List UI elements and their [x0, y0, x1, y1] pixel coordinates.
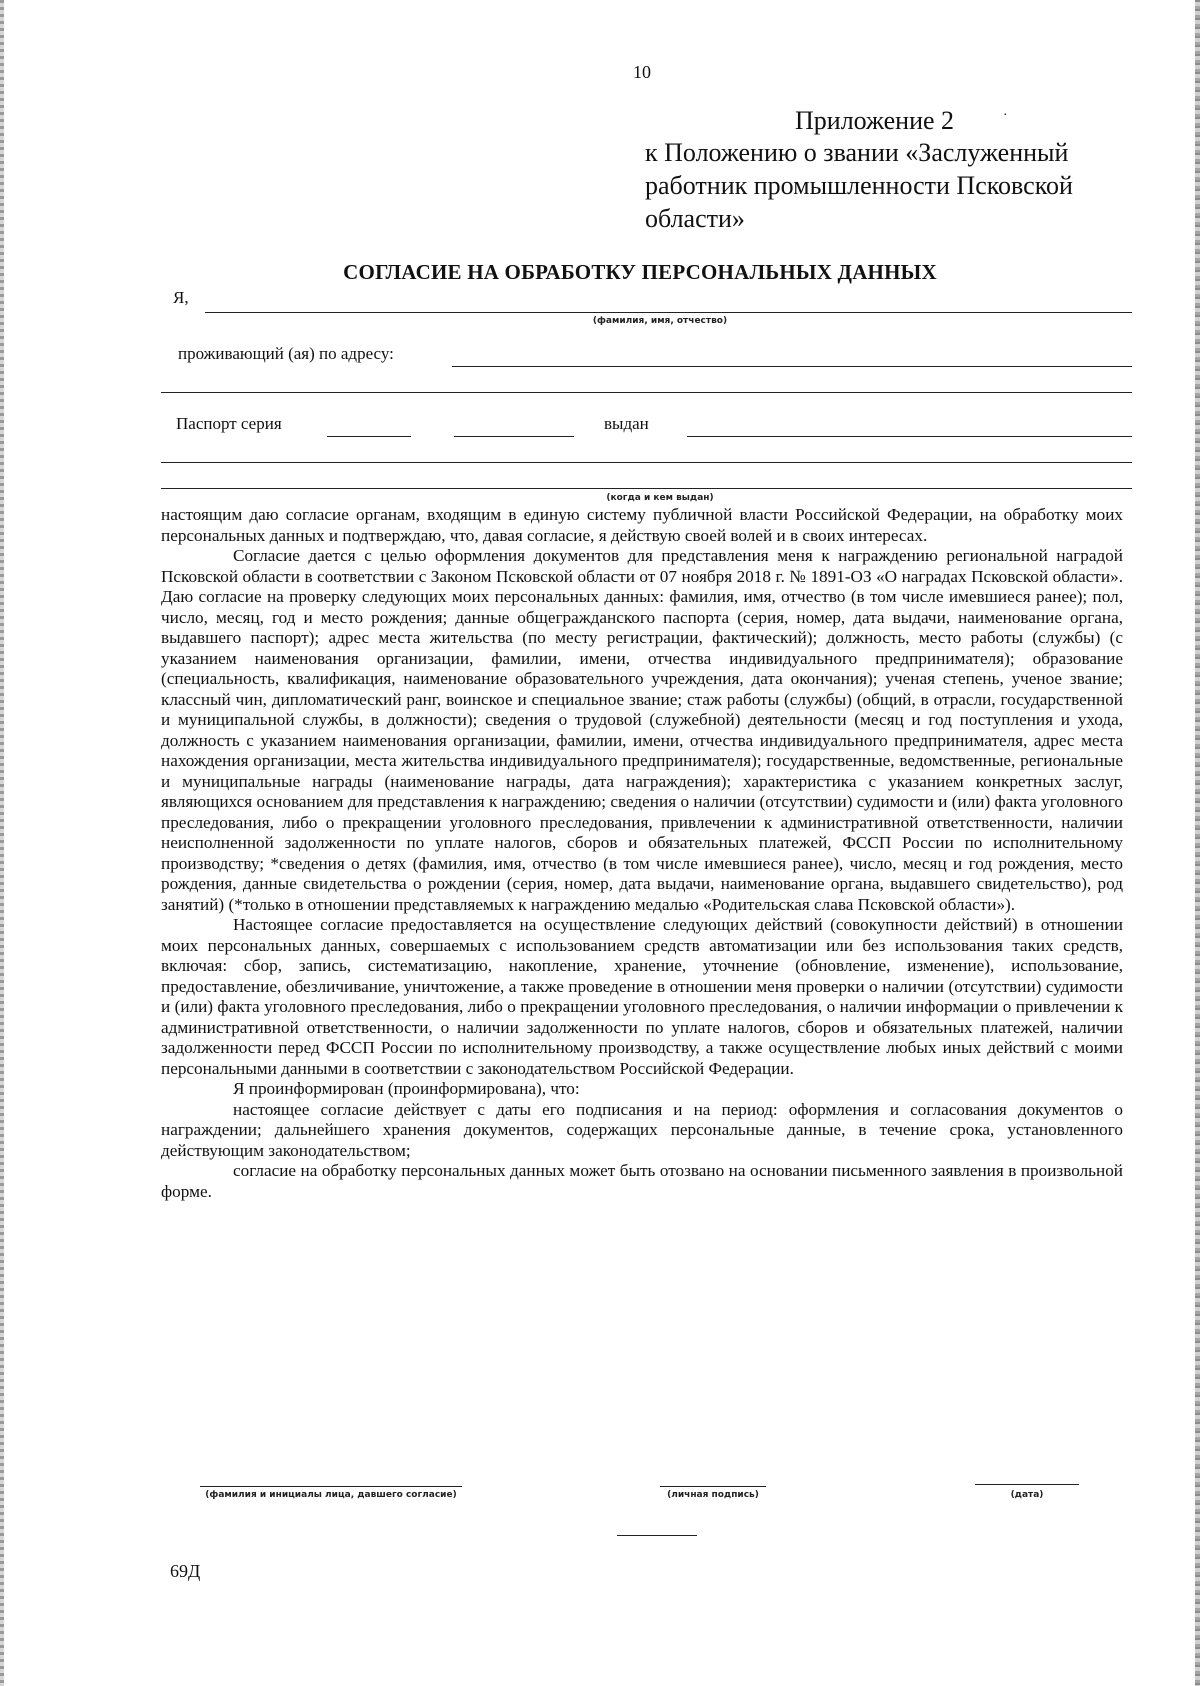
scan-edge-right	[1195, 0, 1200, 1686]
scan-edge-left	[0, 0, 4, 1686]
passport-label: Паспорт серия	[176, 414, 282, 433]
footer-code: 69Д	[170, 1561, 201, 1581]
address-field-line[interactable]	[452, 366, 1132, 367]
address-label: проживающий (ая) по адресу:	[178, 344, 394, 363]
passport-number-line[interactable]	[454, 436, 574, 437]
date-signature-line[interactable]	[975, 1484, 1079, 1485]
paragraph-informed: Я проинформирован (проинформирована), что:	[233, 1079, 580, 1098]
fio-hint: (фамилия, имя, отчество)	[592, 316, 728, 326]
name-signature-line[interactable]	[200, 1486, 462, 1487]
personal-signature-hint: (личная подпись)	[667, 1490, 759, 1500]
fio-field-line[interactable]	[205, 312, 1132, 313]
separator-line	[617, 1535, 697, 1536]
paragraph-actions: Настоящее согласие предоставляется на осуществление следующих действий (совокупности действий) в отношении моих персональных данных, совершаемых с использованием средств автоматизации или без использования таких средств, включая: сбор, запись, систематизацию, накопление, хранение, уточнение (обновление, изменение), использование, предоставление, обезличивание, уничтожение, а также проведение в отношении меня проверки о наличии (отсутствии) судимости и (или) факта уголовного преследования, либо о прекращении уголовного преследования, о наличии информации о привлечении к административной ответственности, о наличии задолженности по уплате налогов, сборов и обязательных платежей, наличии задолженности перед ФССП России по исполнительному производству, а также осуществление любых иных действий с моими персональными данными в соответствии с законодательством Российской Федерации.	[161, 915, 1123, 1078]
issued-field-line[interactable]	[687, 436, 1132, 437]
appendix-subtitle: к Положению о звании «Заслуженный работник промышленности Псковской области»	[645, 138, 1073, 233]
paragraph-revocation: согласие на обработку персональных данных может быть отозвано на основании письменного заявления в произвольной форме.	[161, 1161, 1123, 1201]
paragraph-consent: настоящим даю согласие органам, входящим в единую систему публичной власти Российской Федерации, на обработку моих персональных данных и подтверждаю, что, давая согласие, я действую своей волей и в своих интересах.	[161, 505, 1123, 545]
personal-signature-line[interactable]	[660, 1486, 766, 1487]
page-number: 10	[633, 62, 651, 82]
passport-series-line[interactable]	[327, 436, 411, 437]
i-label: Я,	[173, 288, 189, 307]
issued-hint: (когда и кем выдан)	[606, 493, 714, 503]
date-hint: (дата)	[1010, 1490, 1044, 1500]
address-field-line-2[interactable]	[161, 392, 1132, 393]
issued-field-line-2[interactable]	[161, 462, 1132, 463]
consent-body	[161, 505, 1123, 1202]
issued-field-line-3[interactable]	[161, 488, 1132, 489]
name-signature-hint: (фамилия и инициалы лица, давшего согласие)	[205, 1490, 457, 1500]
issued-label: выдан	[604, 414, 649, 433]
paragraph-validity: настоящее согласие действует с даты его подписания и на период: оформления и согласования документов о награждении; дальнейшего хранения документов, содержащих персональные данные, в течение срока, установленного действующим законодательством;	[161, 1099, 1123, 1160]
form-title: СОГЛАСИЕ НА ОБРАБОТКУ ПЕРСОНАЛЬНЫХ ДАННЫХ	[343, 260, 937, 284]
scan-dot-mark: ·	[1003, 108, 1008, 123]
paragraph-purpose: Согласие дается с целью оформления документов для представления меня к награждению региональной наградой Псковской области в соответствии с Законом Псковской области от 07 ноября 2018 г. № 1891-ОЗ «О наградах Псковской области». Даю согласие на проверку следующих моих персональных данных: фамилия, имя, отчество (в том числе имевшиеся ранее); пол, число, месяц, год и место рождения; данные общегражданского паспорта (серия, номер, дата выдачи, наименование органа, выдавшего паспорт); адрес места жительства (по месту регистрации, фактический); должность, место работы (службы) (с указанием наименования организации, фамилии, имени, отчества индивидуального предпринимателя); образование (специальность, квалификация, наименование образовательного учреждения, дата окончания); ученая степень, ученое звание; классный чин, дипломатический ранг, воинское и специальное звание; стаж работы (службы) (общий, в отрасли, государственной и муниципальной службы, в должности); сведения о трудовой (служебной) деятельности (месяц и год поступления и ухода, должность с указанием наименования организации, фамилии, имени, отчества индивидуального предпринимателя, адрес места нахождения организации, места жительства индивидуального предпринимателя); государственные, ведомственные, региональные и муниципальные награды (наименование награды, дата награждения); характеристика с указанием конкретных заслуг, являющихся основанием для представления к награждению; сведения о наличии (отсутствии) судимости и (или) факта уголовного преследования, либо о прекращении уголовного преследования, привлечении к административной ответственности, наличии неисполненной задолженности по уплате налогов, сборов и обязательных платежей, ФССП России по исполнительному производству; *сведения о детях (фамилия, имя, отчество (в том числе имевшиеся ранее), число, месяц и год рождения, место рождения, данные свидетельства о рождении (серия, номер, дата выдачи, наименование органа, выдавшего свидетельство), род занятий) (*только в отношении представляемых к награждению медалью «Родительская слава Псковской области»).	[161, 546, 1123, 914]
appendix-title: Приложение 2	[795, 106, 955, 135]
